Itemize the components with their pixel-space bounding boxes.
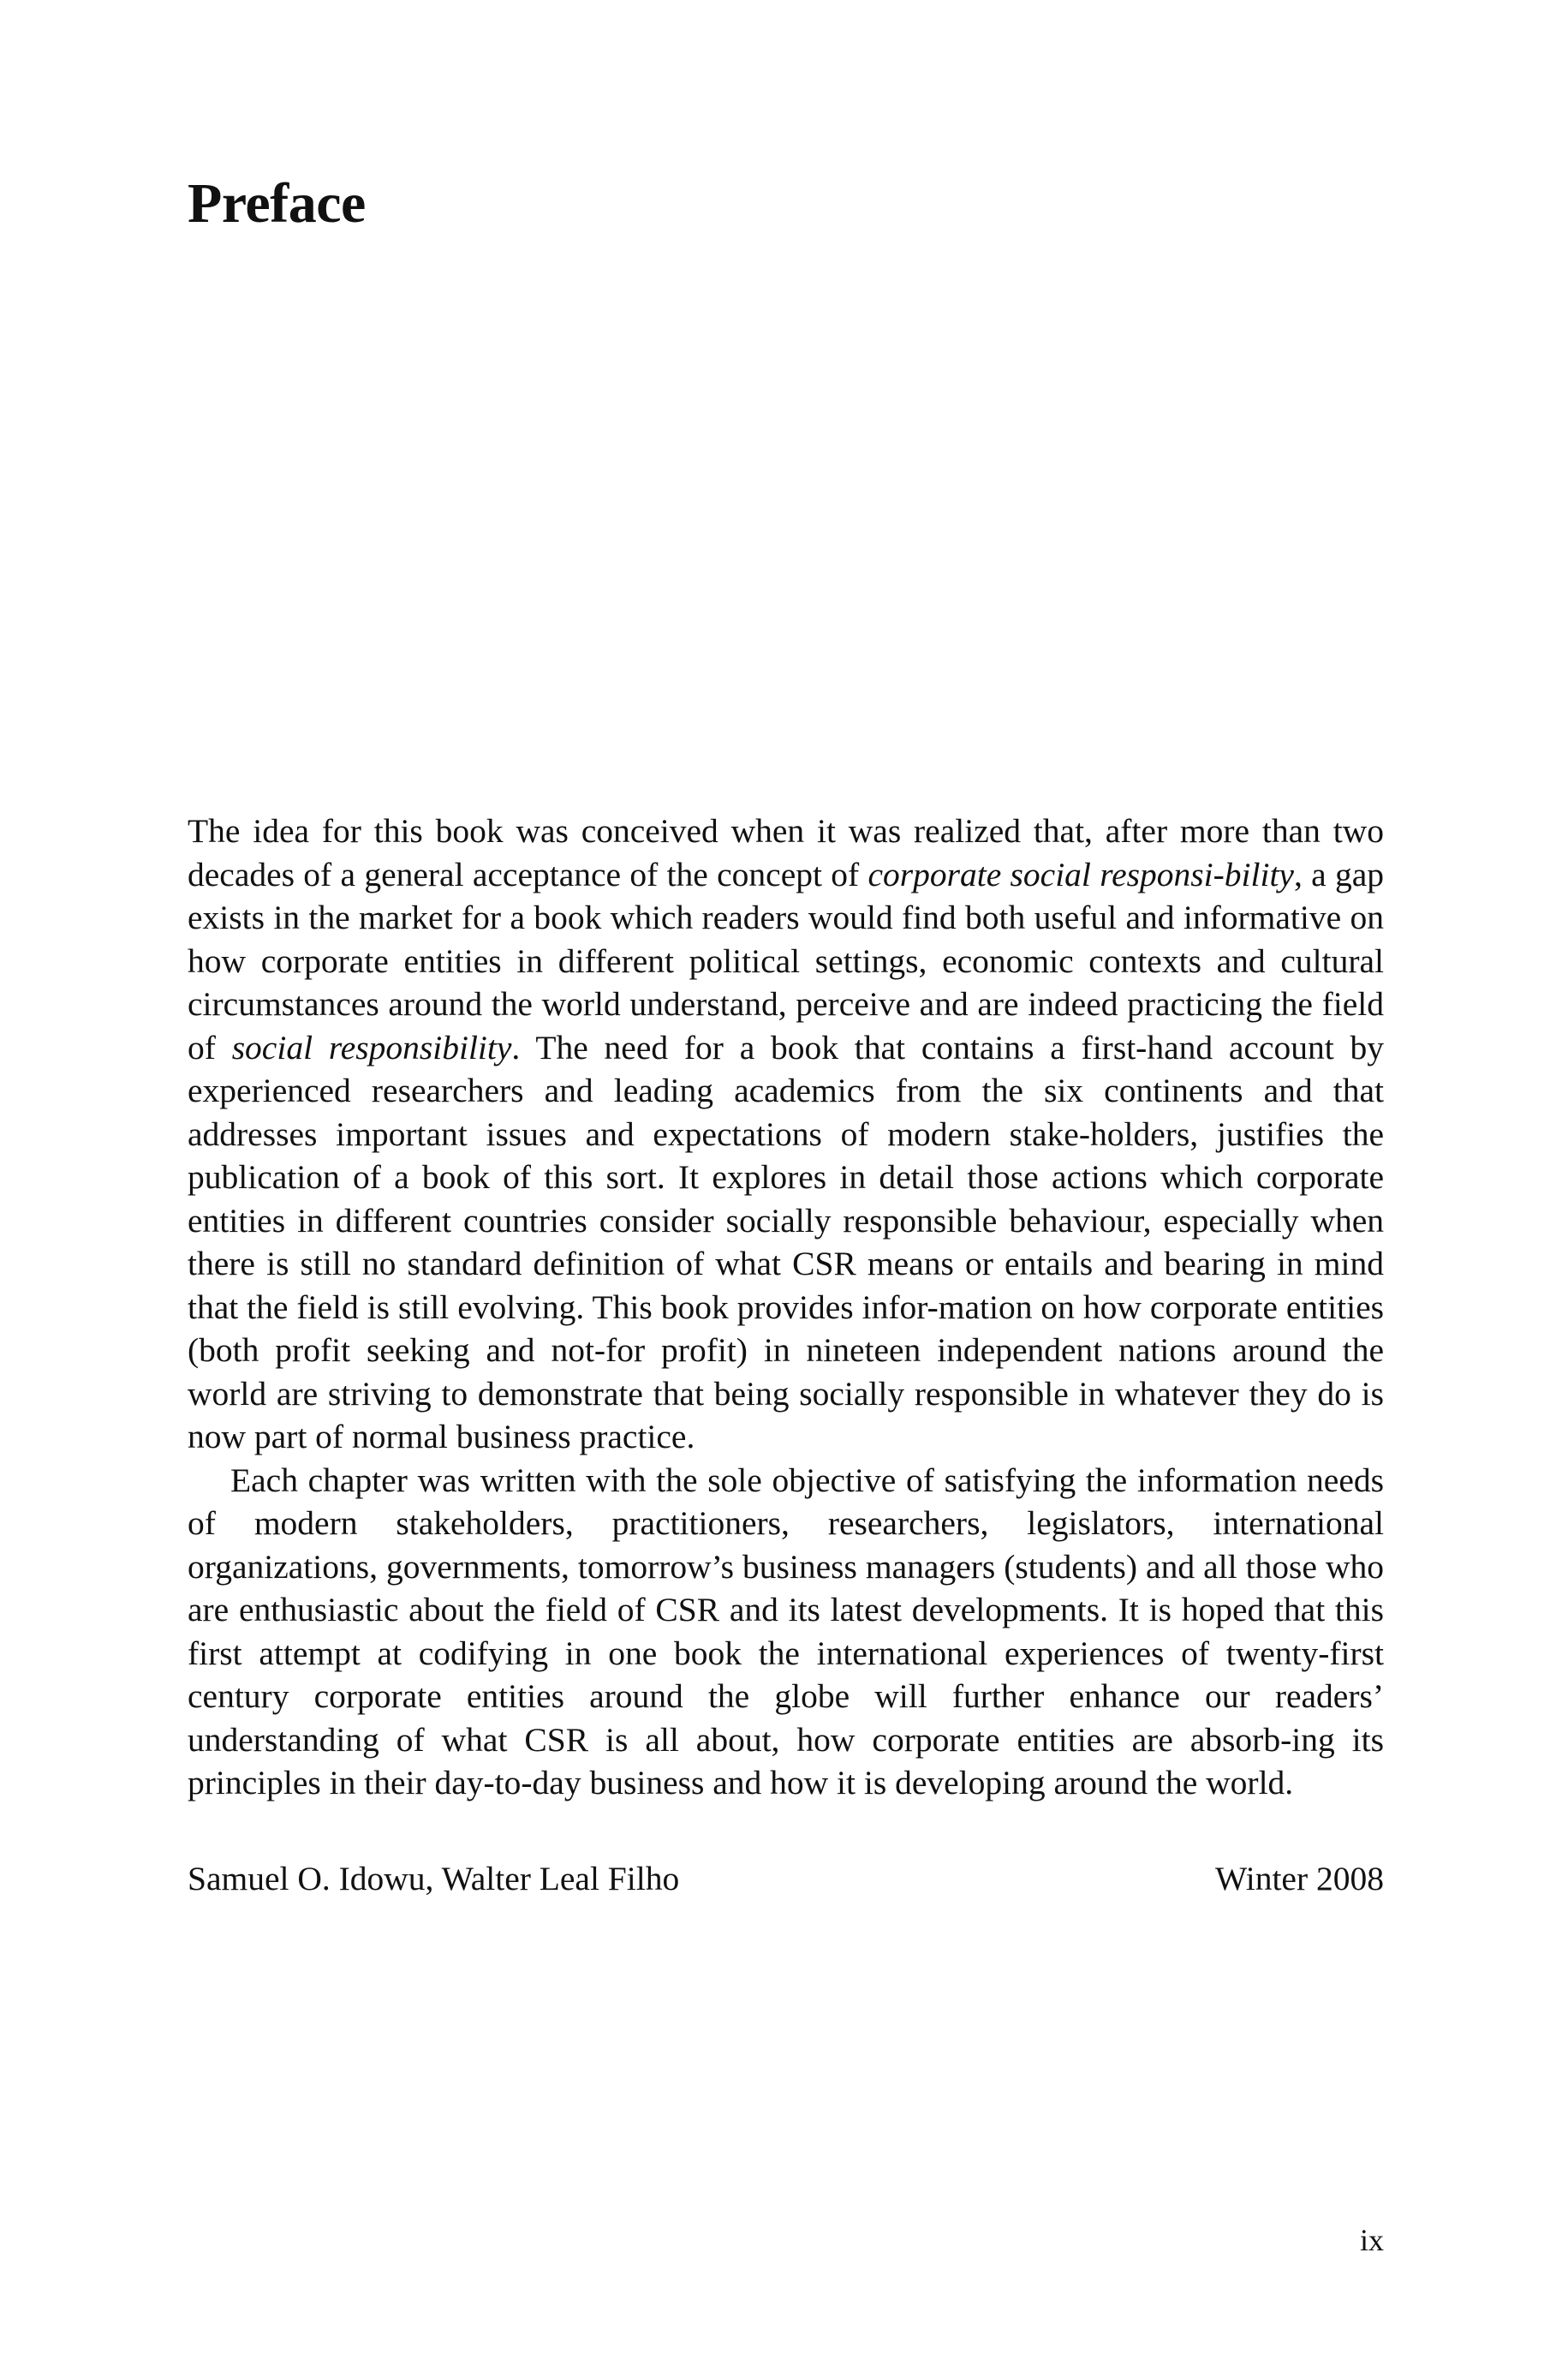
page-number: ix: [1359, 2223, 1384, 2257]
paragraph-1: [188, 810, 1384, 1459]
paragraph-1-italic-term-1: corporate social responsi-bility: [867, 855, 1294, 893]
authors: Samuel O. Idowu, Walter Leal Filho: [188, 1860, 680, 1897]
paragraph-2: Each chapter was written with the sole objective of satisfying the information needs of modern stakeholders, practitioners, researchers, legislators, international organizations, governments, tomorrow’s business managers (students) and all those who are enthusiastic about the field of CSR and its latest developments. It is hoped that this first attempt at codifying in one book the international experiences of twenty-first century corporate entities around the globe will further enhance our readers’ understanding of what CSR is all about, how corporate entities are absorb-ing its principles in their day-to-day business and how it is developing around the world.: [188, 1461, 1384, 1801]
preface-body: [188, 810, 1384, 1805]
paragraph-1-text-b: , a gap exists in the market for a book which readers would find both useful and informative on how corporate entities in different political settings, economic contexts and cultural circumstances around the world understand, perceive and are indeed practicing the field of: [188, 855, 1384, 1067]
paragraph-1-text-a: The idea for this book was conceived when it was realized that, after more than two decades of a general acceptance of the concept of: [188, 812, 1384, 893]
paragraph-1-text-c: . The need for a book that contains a first-hand account by experienced researchers and leading academics from the six continents and that addresses important issues and expectations of modern stake-holders, justifies the publication of a book of this sort. It explores in detail those actions which corporate entities in different countries consider socially responsible behaviour, especially when there is still no standard definition of what CSR means or entails and bearing in mind that the field is still evolving. This book provides infor-mation on how corporate entities (both profit seeking and not-for profit) in nineteen independent nations around the world are striving to demonstrate that being socially responsible in whatever they do is now part of normal business practice.: [188, 1028, 1384, 1455]
signature-line: [188, 1857, 1384, 1900]
paragraph-1-italic-term-2: social responsibility: [231, 1028, 512, 1067]
date: Winter 2008: [1215, 1860, 1384, 1897]
page-title: Preface: [188, 172, 366, 235]
